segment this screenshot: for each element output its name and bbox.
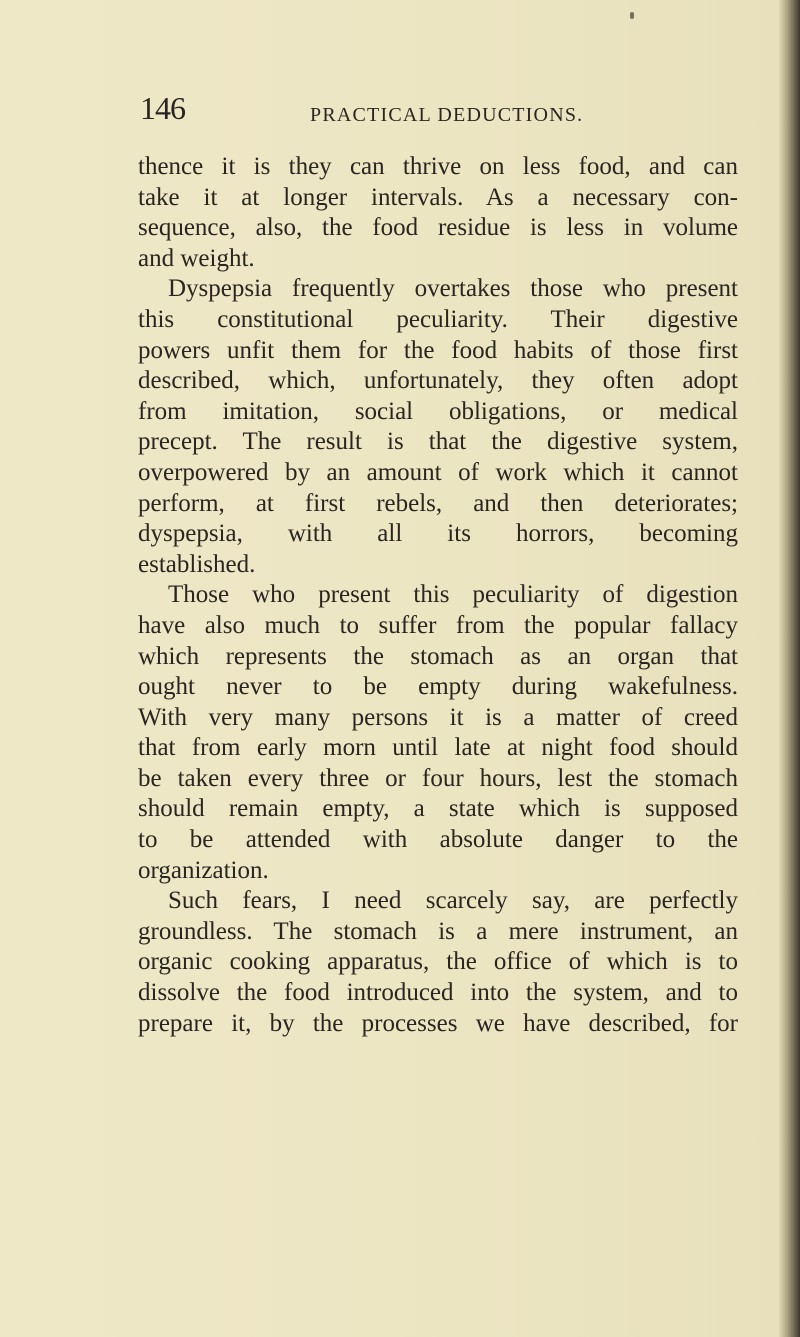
- text-line: groundless. The stomach is a mere instrument, an: [138, 917, 738, 945]
- text-line: dyspepsia, with all its horrors, becoming: [138, 520, 738, 548]
- text-line: take it at longer intervals. As a necessary con-: [138, 183, 738, 211]
- body-text: [138, 152, 738, 1039]
- text-line: dissolve the food introduced into the system, and to: [138, 979, 738, 1007]
- text-line: perform, at first rebels, and then deteriorates;: [138, 489, 738, 517]
- text-line: thence it is they can thrive on less food, and can: [138, 153, 738, 180]
- text-line: which represents the stomach as an organ that: [138, 642, 738, 670]
- text-line: sequence, also, the food residue is less in volume: [138, 214, 738, 242]
- text-line: have also much to suffer from the popular fallacy: [138, 611, 738, 639]
- text-line: established.: [138, 550, 256, 578]
- text-line: described, which, unfortunately, they often adopt: [138, 367, 738, 395]
- text-line: should remain empty, a state which is supposed: [138, 795, 738, 823]
- ink-speck: [630, 12, 634, 19]
- text-line: overpowered by an amount of work which it cannot: [138, 458, 738, 486]
- paragraph-start: Such fears, I need scarcely say, are perfectly: [168, 887, 738, 915]
- text-line: organization.: [138, 856, 269, 884]
- page-number: 146: [140, 90, 185, 126]
- text-line: this constitutional peculiarity. Their digestive: [138, 305, 738, 333]
- paragraph-start: Dyspepsia frequently overtakes those who present: [168, 275, 738, 303]
- text-line: from imitation, social obligations, or medical: [138, 397, 738, 425]
- text-line: With very many persons it is a matter of creed: [138, 703, 738, 731]
- text-line: ought never to be empty during wakefulness.: [138, 673, 738, 701]
- text-line: and weight.: [138, 244, 255, 272]
- text-line: precept. The result is that the digestive system,: [138, 428, 738, 456]
- paragraph-start: Those who present this peculiarity of digestion: [168, 581, 738, 609]
- text-line: organic cooking apparatus, the office of which is to: [138, 948, 738, 976]
- text-line: prepare it, by the processes we have described, for: [138, 1009, 738, 1037]
- binding-edge-shadow: [778, 0, 800, 1337]
- text-line: be taken every three or four hours, lest the stomach: [138, 764, 738, 792]
- text-line: powers unfit them for the food habits of those first: [138, 336, 738, 364]
- text-line: that from early morn until late at night food should: [138, 734, 738, 762]
- running-head: PRACTICAL DEDUCTIONS.: [310, 104, 584, 126]
- text-line: to be attended with absolute danger to the: [138, 826, 738, 854]
